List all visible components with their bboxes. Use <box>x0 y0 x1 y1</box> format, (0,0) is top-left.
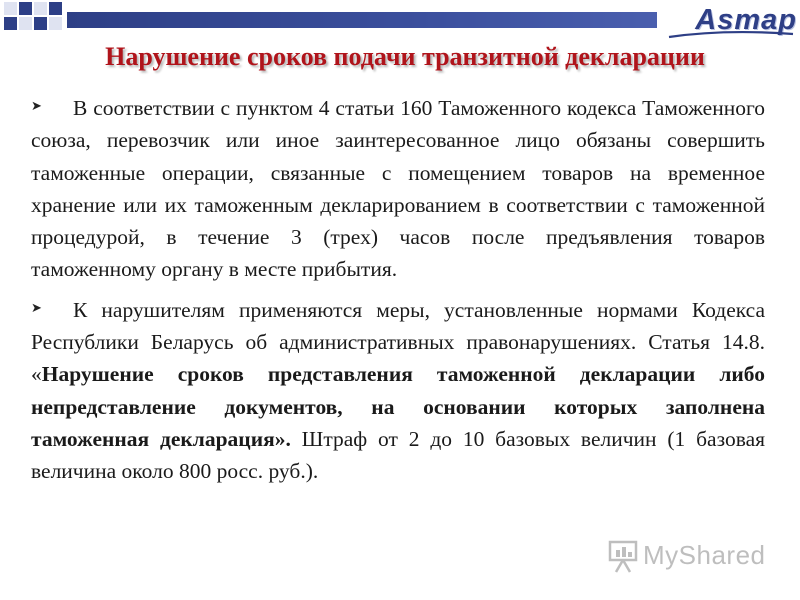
watermark <box>607 538 767 578</box>
logo-text: Asmap <box>695 4 797 36</box>
deco-square <box>34 2 47 15</box>
asmap-logo <box>665 2 797 42</box>
header-bar <box>67 12 657 28</box>
slide-title: Нарушение сроков подачи транзитной декларации <box>105 42 705 71</box>
paragraph-2-text: К нарушителям применяются меры, установленные нормами Кодекса Республики Беларусь об административных правонарушениях. Статья 14.8. « <box>31 297 765 387</box>
deco-square <box>49 2 62 15</box>
fine-text: Штраф от 2 до 10 базовых величин (1 базовая величина около 800 росс. руб.). <box>31 426 765 484</box>
deco-square <box>19 2 32 15</box>
article-title-bold: Нарушение сроков представления таможенной декларации либо непредставление документов, на основании которых заполнена таможенная декларация». <box>31 362 765 451</box>
deco-square <box>4 17 17 30</box>
paragraph-1-text: В соответствии с пунктом 4 статьи 160 Таможенного кодекса Таможенного союза, перевозчик или иное заинтересованное лицо обязаны совершить таможенные операции, связанные с помещением товаров на временное хранение или их таможенным декларированием в соответствии с таможенной процедурой, в течение 3 (трех) часов после предъявления товаров таможенному органу в месте прибытия. <box>31 96 765 282</box>
presentation-board-icon <box>607 538 641 574</box>
paragraph-1 <box>31 92 765 286</box>
logo-swoosh-icon <box>665 30 797 40</box>
deco-square <box>19 17 32 30</box>
arrow-bullet-icon: ➤ <box>31 99 42 114</box>
deco-square <box>4 2 17 15</box>
deco-square <box>34 17 47 30</box>
slide-content <box>31 92 765 496</box>
watermark-text: MyShared <box>643 540 766 570</box>
arrow-bullet-icon: ➤ <box>31 300 42 316</box>
paragraph-2 <box>31 294 765 488</box>
deco-square <box>49 17 62 30</box>
